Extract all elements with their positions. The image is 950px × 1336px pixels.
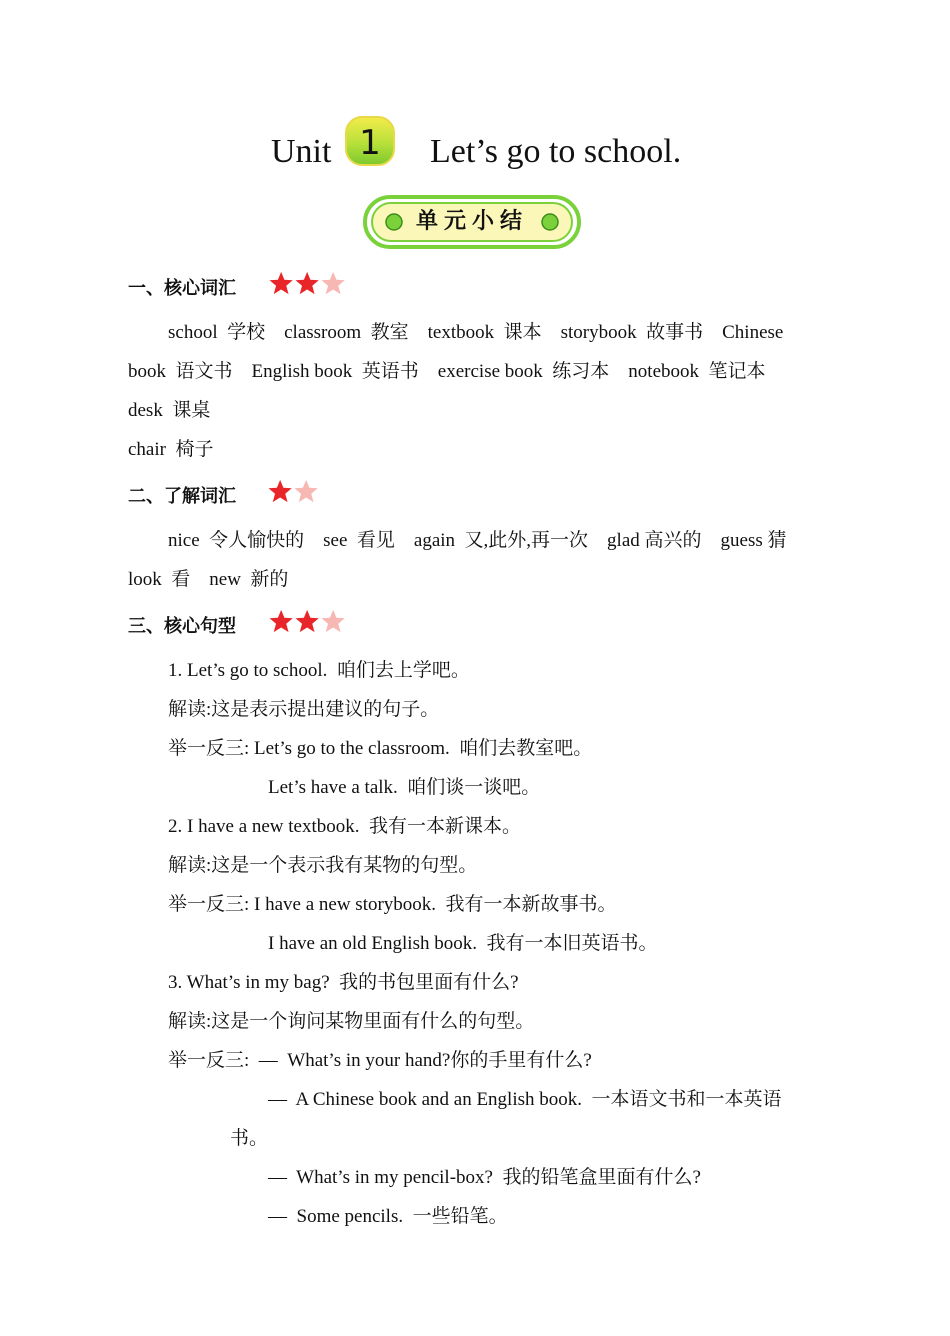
- example-line: 举一反三: Let’s go to the classroom. 咱们去教室吧。: [168, 738, 593, 759]
- vocab-line: school 学校 classroom 教室 textbook 课本 storybook 故事书 Chinese: [168, 322, 784, 343]
- star-rating-core-vocab: [264, 270, 354, 296]
- title-text: Let’s go to school.: [430, 133, 682, 170]
- vocab-line: look 看 new 新的: [128, 569, 289, 590]
- explanation-line: 解读:这是表示提出建议的句子。: [168, 699, 440, 720]
- star-icon: [269, 480, 292, 502]
- banner-label: 单元小结: [415, 209, 528, 234]
- unit-number-badge: [343, 114, 397, 168]
- vocab-line: desk 课桌: [128, 400, 211, 421]
- star-icon: [270, 610, 293, 632]
- example-line: 举一反三: — What’s in your hand?你的手里有什么?: [168, 1050, 592, 1071]
- summary-banner: [362, 194, 582, 250]
- star-faded-icon: [295, 480, 318, 502]
- star-faded-icon: [322, 272, 345, 294]
- vocab-line: chair 椅子: [128, 439, 214, 460]
- example-line: I have an old English book. 我有一本旧英语书。: [268, 933, 658, 954]
- star-icon: [296, 610, 319, 632]
- example-line: 举一反三: I have a new storybook. 我有一本新故事书。: [168, 894, 617, 915]
- vocab-line: nice 令人愉快的 see 看见 again 又,此外,再一次 glad 高兴的 guess 猜: [168, 530, 787, 551]
- unit-number: 1: [359, 123, 381, 163]
- explanation-line: 解读:这是一个表示我有某物的句型。: [168, 855, 478, 876]
- example-line: Let’s have a talk. 咱们谈一谈吧。: [268, 777, 541, 798]
- vocab-line: book 语文书 English book 英语书 exercise book 练习本 notebook 笔记本: [128, 361, 766, 382]
- example-line: — Some pencils. 一些铅笔。: [268, 1206, 508, 1227]
- example-line: — What’s in my pencil-box? 我的铅笔盒里面有什么?: [268, 1167, 701, 1188]
- section-heading-core-sentences: 三、核心句型: [128, 616, 236, 637]
- title-unit: Unit: [271, 133, 332, 170]
- sentence-line: 1. Let’s go to school. 咱们去上学吧。: [168, 660, 470, 681]
- star-faded-icon: [322, 610, 345, 632]
- example-line: 书。: [230, 1128, 269, 1149]
- star-icon: [296, 272, 319, 294]
- explanation-line: 解读:这是一个询问某物里面有什么的句型。: [168, 1011, 535, 1032]
- star-rating-core-sentences: [264, 608, 354, 634]
- section-heading-core-vocab: 一、核心词汇: [128, 278, 236, 299]
- section-heading-extra-vocab: 二、了解词汇: [128, 486, 236, 507]
- example-line: — A Chinese book and an English book. 一本语文书和一本英语: [268, 1089, 782, 1110]
- star-rating-extra-vocab: [264, 478, 326, 504]
- sentence-line: 2. I have a new textbook. 我有一本新课本。: [168, 816, 522, 837]
- star-icon: [270, 272, 293, 294]
- sentence-line: 3. What’s in my bag? 我的书包里面有什么?: [168, 972, 519, 993]
